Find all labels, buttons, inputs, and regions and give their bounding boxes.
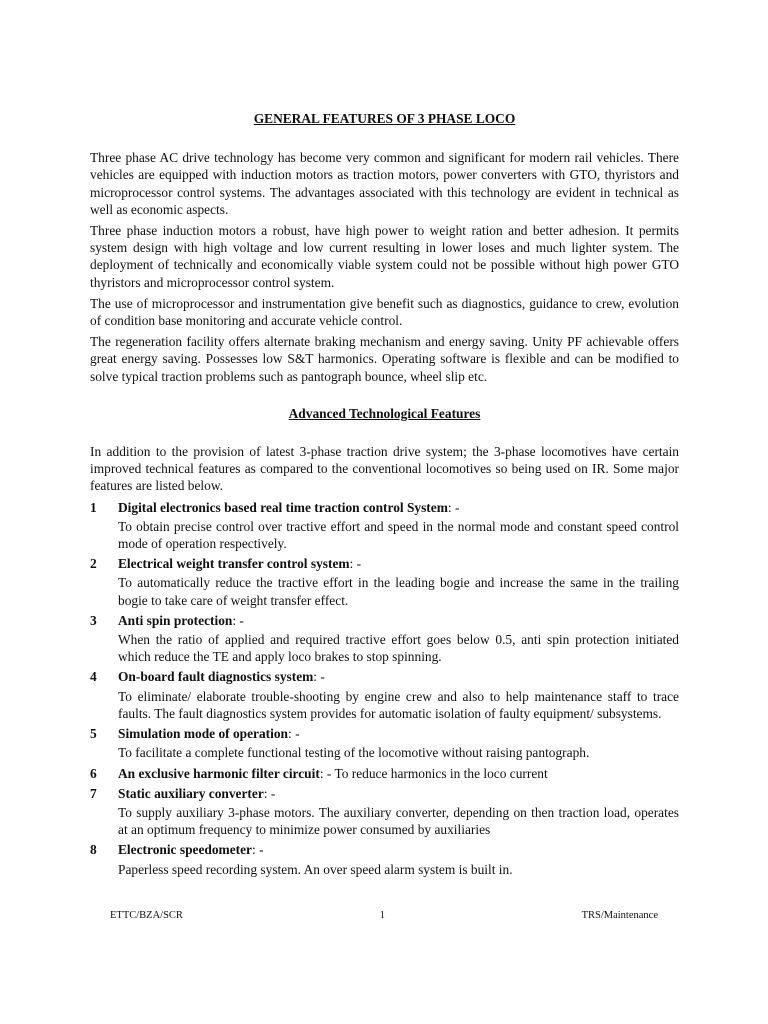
footer-right: TRS/Maintenance [581,910,658,921]
feature-title: Simulation mode of operation [118,726,288,742]
feature-list [90,499,679,878]
feature-number: 6 [90,765,97,781]
feature-suffix: : - [252,842,264,858]
intro-paragraph: The regeneration facility offers alternate braking mechanism and energy saving. Unity PF achievable offers great energy saving. Possesses low S&T harmonics. Operating software is flexible and can be modified to solve typical traction problems such as pantograph bounce, wheel slip etc. [90,334,679,384]
feature-item [90,725,679,761]
feature-description: When the ratio of applied and required tractive effort goes below 0.5, anti spin protection initiated which reduce the TE and apply loco brakes to stop spinning. [118,632,679,665]
feature-suffix: : - [263,785,276,801]
feature-item [90,555,679,609]
feature-title: Anti spin protection [118,612,233,628]
feature-suffix: : - [313,669,325,685]
feature-title: Electrical weight transfer control system [118,556,350,572]
features-intro: In addition to the provision of latest 3-phase traction drive system; the 3-phase locomotives have certain improved technical features as compared to the conventional locomotives so being used on IR. Some major features are listed below. [90,444,679,494]
footer-left: ETTC/BZA/SCR [110,910,183,921]
feature-title: Digital electronics based real time traction control System [118,499,448,515]
feature-item [90,765,679,782]
feature-item [90,612,679,666]
intro-paragraph: Three phase AC drive technology has become very common and significant for modern rail vehicles. There vehicles are equipped with induction motors as traction motors, power converters with GTO, thyristors and microprocessor control systems. The advantages associated with this technology are evident in technical as well as economic aspects. [90,150,679,217]
feature-title: On-board fault diagnostics system [118,669,314,685]
intro-paragraph: The use of microprocessor and instrumentation give benefit such as diagnostics, guidance to crew, evolution of condition base monitoring and accurate vehicle control. [90,295,679,329]
feature-number: 4 [90,669,97,685]
feature-description: To supply auxiliary 3-phase motors. The auxiliary converter, depending on then traction load, operates at an optimum frequency to minimize power consumed by auxiliaries [118,804,679,838]
document-title: GENERAL FEATURES OF 3 PHASE LOCO [253,111,516,126]
feature-item [90,785,679,839]
feature-suffix: : - [447,499,460,515]
feature-number: 3 [90,612,97,628]
feature-title: Static auxiliary converter [118,785,264,801]
feature-description: To eliminate/ elaborate trouble-shooting by engine crew and also to help maintenance staff to trace faults. The fault diagnostics system provides for automatic isolation of faulty equipment/ subsystems. [118,688,679,721]
feature-number: 8 [90,842,97,858]
feature-description: To automatically reduce the tractive effort in the leading bogie and increase the same in the trailing bogie to take care of weight transfer effect. [118,575,679,608]
feature-number: 5 [90,726,97,742]
page-number: 1 [379,910,385,921]
feature-number: 2 [90,556,97,572]
feature-suffix: : - To reduce harmonics in the loco current [319,765,548,781]
feature-suffix: : - [349,556,362,572]
feature-number: 7 [90,785,97,801]
feature-suffix: : - [288,726,300,742]
feature-description: To facilitate a complete functional testing of the locomotive without raising pantograph. [118,745,590,761]
document-page [90,110,679,881]
feature-item [90,668,679,722]
feature-item [90,841,679,877]
feature-number: 1 [90,499,97,515]
feature-item [90,499,679,553]
feature-title: An exclusive harmonic filter circuit [118,765,320,781]
feature-description: To obtain precise control over tractive effort and speed in the normal mode and constant speed control mode of operation respectively. [118,518,679,552]
intro-paragraph: Three phase induction motors a robust, have high power to weight ration and better adhesion. It permits system design with high voltage and low current resulting in lower loses and much lighter system. The deployment of technically and economically viable system could not be possible without high power GTO thyristors and microprocessor control system. [90,223,679,290]
page-footer [110,909,658,922]
feature-title: Electronic speedometer [118,842,252,858]
section-subtitle: Advanced Technological Features [288,405,481,421]
feature-description: Paperless speed recording system. An over speed alarm system is built in. [118,861,513,877]
feature-suffix: : - [232,612,244,628]
